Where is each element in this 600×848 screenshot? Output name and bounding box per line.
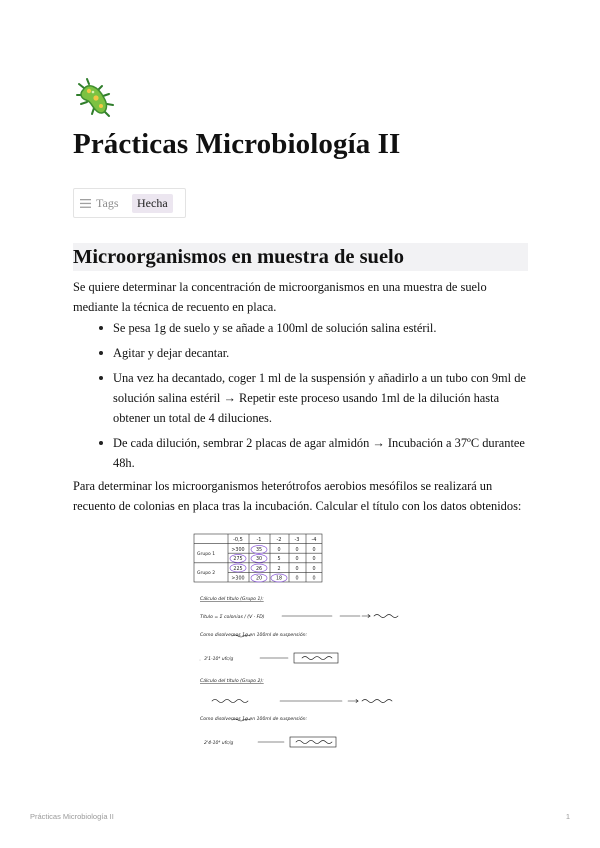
table-cell: 20	[255, 576, 263, 582]
section-heading-block	[73, 243, 528, 271]
table-cell: 0	[312, 567, 316, 572]
table-cell: >300	[231, 548, 245, 553]
table-cell: 0	[295, 576, 299, 582]
table-group-label: Grupo 2	[197, 571, 216, 576]
handwritten-note: Cálculo del título (Grupo 2):	[200, 679, 264, 684]
handwritten-note: 2'4·10⁴ ufc/g	[204, 741, 234, 746]
table-cell: 18	[275, 576, 283, 582]
page-number: 1	[565, 812, 570, 821]
procedure-list	[73, 318, 533, 478]
handwritten-calculation-image	[192, 530, 417, 756]
table-cell: 0	[295, 548, 299, 553]
page-title: Prácticas Microbiología II	[73, 128, 401, 160]
list-icon	[80, 199, 91, 208]
table-group-label: Grupo 1	[197, 552, 216, 557]
microbe-icon	[74, 78, 116, 120]
table-cell: 225	[233, 567, 243, 572]
table-cell: 35	[255, 548, 263, 553]
handwritten-note: Como disolvemos 1g en 100ml de suspensión:	[200, 633, 308, 638]
table-cell: 2	[277, 567, 281, 572]
section-heading: Microorganismos en muestra de suelo	[73, 246, 405, 268]
properties-box	[73, 188, 186, 218]
tags-property	[80, 196, 119, 211]
table-cell: 0	[312, 557, 316, 562]
table-cell: 275	[233, 557, 243, 562]
footer-title: Prácticas Microbiología II	[30, 812, 114, 821]
list-item: Una vez ha decantado, coger 1 ml de la suspensión y añadirlo a un tubo con 9ml de solución salina estéril → Repetir este proceso usando 1ml de la dilución hasta obtener un total de 4 diluciones.	[73, 368, 533, 428]
handwritten-note: Título = Σ colonias / (V · FD)	[200, 615, 265, 620]
table-cell: 0	[277, 548, 281, 553]
table-header: -0,5	[233, 537, 243, 543]
list-item: De cada dilución, sembrar 2 placas de agar almidón → Incubación a 37ºC durantee 48h.	[73, 433, 533, 473]
table-cell: 30	[255, 557, 263, 562]
table-header: -3	[294, 537, 300, 543]
table-header: -1	[256, 537, 262, 543]
handwritten-note: Cálculo del título (Grupo 1):	[200, 597, 264, 602]
handwritten-note: 3'1·10⁴ ufc/g	[204, 657, 234, 662]
task-paragraph: Para determinar los microorganismos heterótrofos aerobios mesófilos se realizará un recuento de colonias en placa tras la incubación. Calcular el título con los datos obtenidos:	[73, 479, 522, 513]
intro-paragraph: Se quiere determinar la concentración de microorganismos en una muestra de suelo mediante la técnica de recuento en placa.	[73, 280, 487, 314]
table-cell: 5	[277, 557, 281, 562]
table-header: -4	[311, 537, 317, 543]
table-cell: >300	[231, 576, 245, 582]
table-cell: 0	[295, 557, 299, 562]
handwritten-note: Como disolvemos 1g en 100ml de suspensión:	[200, 717, 308, 722]
list-item: Se pesa 1g de suelo y se añade a 100ml de solución salina estéril.	[73, 318, 533, 338]
tags-label: Tags	[96, 196, 119, 210]
table-cell: 26	[255, 567, 263, 572]
table-cell: 0	[312, 548, 316, 553]
list-item: Agitar y dejar decantar.	[73, 343, 533, 363]
table-cell: 0	[295, 567, 299, 572]
table-header: -2	[276, 537, 282, 543]
tag-hecha[interactable]: Hecha	[132, 194, 173, 213]
table-cell: 0	[312, 576, 316, 582]
